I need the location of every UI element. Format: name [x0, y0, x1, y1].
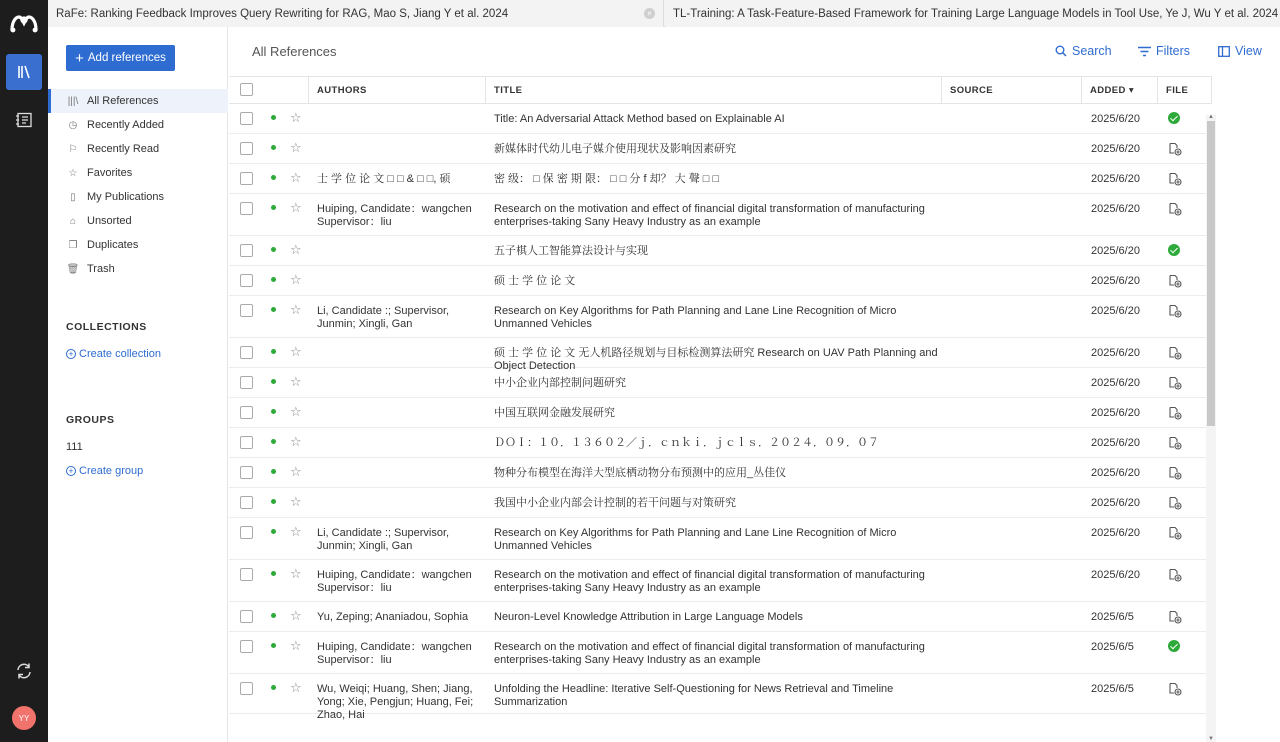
notebook-icon [15, 112, 33, 128]
row-checkbox[interactable] [240, 172, 253, 185]
table-row[interactable] [229, 104, 1212, 134]
page-title: All References [252, 44, 337, 59]
references-main [229, 27, 1280, 742]
cell-authors: Huiping, Candidate：wangchen Supervisor：liu [317, 569, 472, 594]
mendeley-logo-icon[interactable] [9, 12, 39, 34]
select-all-checkbox[interactable] [240, 83, 253, 96]
cell-title: Neuron-Level Knowledge Attribution in Large Language Models [494, 611, 803, 623]
unread-dot-icon [271, 409, 276, 414]
cell-added: 2025/6/20 [1091, 143, 1140, 155]
cell-authors: Yu, Zeping; Ananiadou, Sophia [317, 611, 469, 623]
sidebar-item-duplicates[interactable] [48, 233, 228, 257]
library-icon: |||\ [67, 95, 79, 107]
favorite-star-icon[interactable]: ☆ [290, 200, 302, 215]
favorite-star-icon[interactable]: ☆ [290, 242, 302, 257]
table-row[interactable] [229, 236, 1212, 266]
favorite-star-icon[interactable]: ☆ [290, 374, 302, 389]
tab-close-icon[interactable]: × [644, 8, 655, 19]
cell-title: Research on the motivation and effect of financial digital transformation of manufacturing enterprises-taking Sany Heavy Industry as an example [494, 641, 925, 666]
sidebar-item-favorites[interactable] [48, 161, 228, 185]
unread-dot-icon [271, 277, 276, 282]
unread-dot-icon [271, 529, 276, 534]
view-columns-icon [1218, 46, 1230, 57]
table-row[interactable] [229, 518, 1212, 560]
cell-added: 2025/6/20 [1091, 347, 1140, 359]
filters-button[interactable] [1138, 44, 1190, 58]
cell-title: 我国中小企业内部会计控制的若干问题与对策研究 [494, 497, 736, 509]
favorite-star-icon[interactable]: ☆ [290, 404, 302, 419]
sidebar-item-label: Trash [87, 263, 115, 275]
favorite-star-icon[interactable]: ☆ [290, 638, 302, 653]
row-checkbox[interactable] [240, 304, 253, 317]
header-title[interactable]: TITLE [486, 77, 942, 104]
add-file-icon[interactable] [1168, 346, 1182, 360]
create-collection-link[interactable] [66, 348, 161, 360]
row-checkbox[interactable] [240, 112, 253, 125]
unread-dot-icon [271, 643, 276, 648]
table-row[interactable] [229, 194, 1212, 236]
add-file-icon[interactable] [1168, 376, 1182, 390]
cell-added: 2025/6/5 [1091, 683, 1134, 695]
groups-heading: GROUPS [66, 414, 115, 426]
unread-dot-icon [271, 439, 276, 444]
sync-icon [15, 662, 33, 680]
unread-dot-icon [271, 115, 276, 120]
add-file-icon[interactable] [1168, 172, 1182, 186]
table-row[interactable] [229, 602, 1212, 632]
plus-circle-icon: + [66, 466, 76, 476]
user-avatar[interactable]: YY [12, 706, 36, 730]
create-group-link[interactable] [66, 465, 143, 477]
file-attached-check-icon[interactable] [1168, 640, 1180, 652]
header-source[interactable]: SOURCE [942, 77, 1082, 104]
cell-added: 2025/6/20 [1091, 377, 1140, 389]
notebook-nav-button[interactable] [12, 110, 36, 130]
cell-title: 五子棋人工智能算法设计与实现 [494, 245, 648, 257]
favorite-star-icon[interactable]: ☆ [290, 344, 302, 359]
sidebar-item-label: Unsorted [87, 215, 132, 227]
favorite-star-icon[interactable]: ☆ [290, 272, 302, 287]
sidebar-item-label: Favorites [87, 167, 133, 179]
add-file-icon[interactable] [1168, 568, 1182, 582]
bookmark-icon: ⚐ [68, 143, 78, 155]
add-file-icon[interactable] [1168, 304, 1182, 318]
document-tab-2[interactable] [665, 0, 1280, 27]
cell-title: 物种分布模型在海洋大型底栖动物分布预测中的应用_丛佳仪 [494, 467, 787, 479]
favorite-star-icon[interactable]: ☆ [290, 524, 302, 539]
search-button[interactable] [1055, 44, 1112, 58]
unread-dot-icon [271, 379, 276, 384]
cell-added: 2025/6/20 [1091, 497, 1140, 509]
view-label: View [1235, 44, 1262, 58]
favorite-star-icon[interactable]: ☆ [290, 608, 302, 623]
cell-authors: Wu, Weiqi; Huang, Shen; Jiang, Yong; Xie, Pengjun; Huang, Fei; Zhao, Hai [317, 683, 474, 721]
unread-dot-icon [271, 571, 276, 576]
cell-title: Research on the motivation and effect of financial digital transformation of manufacturing enterprises-taking Sany Heavy Industry as an example [494, 203, 925, 228]
cell-added: 2025/6/20 [1091, 305, 1140, 317]
cell-authors: Huiping, Candidate：wangchen Supervisor：liu [317, 641, 472, 666]
unread-dot-icon [271, 175, 276, 180]
table-row[interactable] [229, 296, 1212, 338]
row-checkbox[interactable] [240, 526, 253, 539]
library-sidebar [48, 27, 228, 742]
add-references-button[interactable] [66, 45, 175, 71]
add-references-label: Add references [87, 52, 166, 64]
sidebar-item-label: All References [87, 95, 159, 107]
row-checkbox[interactable] [240, 406, 253, 419]
table-body [229, 104, 1212, 721]
unread-dot-icon [271, 307, 276, 312]
scrollbar-thumb[interactable] [1207, 121, 1215, 426]
table-header [229, 76, 1212, 104]
row-checkbox[interactable] [240, 274, 253, 287]
favorite-star-icon[interactable]: ☆ [290, 302, 302, 317]
favorite-star-icon[interactable]: ☆ [290, 494, 302, 509]
unread-dot-icon [271, 685, 276, 690]
header-select-cell [229, 77, 309, 104]
favorite-star-icon[interactable]: ☆ [290, 680, 302, 695]
app-rail [0, 0, 48, 742]
unread-dot-icon [271, 499, 276, 504]
add-file-icon[interactable] [1168, 202, 1182, 216]
table-row[interactable] [229, 266, 1212, 296]
cell-title: 硕 士 学 位 论 文 无人机路径规划与目标检测算法研究 Research on UAV Path Planning and Object Detection [494, 347, 938, 372]
search-icon [1055, 45, 1067, 57]
file-attached-check-icon[interactable] [1168, 244, 1180, 256]
table-row[interactable] [229, 398, 1212, 428]
add-file-icon[interactable] [1168, 610, 1182, 624]
favorite-star-icon[interactable]: ☆ [290, 110, 302, 125]
cell-added: 2025/6/20 [1091, 245, 1140, 257]
header-authors[interactable]: AUTHORS [309, 77, 486, 104]
collections-heading: COLLECTIONS [66, 321, 147, 333]
table-row[interactable] [229, 560, 1212, 602]
add-file-icon[interactable] [1168, 406, 1182, 420]
document-tab-1[interactable] [48, 0, 664, 27]
sidebar-item-label: My Publications [87, 191, 165, 203]
cell-authors: Li, Candidate :; Supervisor, Junmin; Xingli, Gan [317, 305, 450, 330]
favorite-star-icon[interactable]: ☆ [290, 434, 302, 449]
cell-added: 2025/6/20 [1091, 173, 1140, 185]
sidebar-item-all-references[interactable] [48, 89, 228, 113]
add-file-icon[interactable] [1168, 436, 1182, 450]
filter-icon [1138, 46, 1151, 57]
filters-label: Filters [1156, 44, 1191, 58]
sidebar-item-trash[interactable] [48, 257, 228, 281]
table-row[interactable] [229, 164, 1212, 194]
row-checkbox[interactable] [240, 640, 253, 653]
unread-dot-icon [271, 349, 276, 354]
unread-dot-icon [271, 469, 276, 474]
cell-title: 中小企业内部控制问题研究 [494, 377, 626, 389]
unread-dot-icon [271, 145, 276, 150]
cell-added: 2025/6/20 [1091, 407, 1140, 419]
unread-dot-icon [271, 205, 276, 210]
row-checkbox[interactable] [240, 682, 253, 695]
cell-title: 新媒体时代幼儿电子媒介使用现状及影响因素研究 [494, 143, 736, 155]
library-nav-button[interactable] [6, 54, 42, 90]
cell-title: Research on the motivation and effect of financial digital transformation of manufacturing enterprises-taking Sany Heavy Industry as an example [494, 569, 925, 594]
add-file-icon[interactable] [1168, 526, 1182, 540]
inbox-icon: ⌂ [69, 215, 77, 227]
favorite-star-icon[interactable]: ☆ [290, 566, 302, 581]
search-label: Search [1072, 44, 1112, 58]
cell-added: 2025/6/20 [1091, 569, 1140, 581]
table-row[interactable] [229, 428, 1212, 458]
sidebar-item-my-publications[interactable] [48, 185, 228, 209]
sync-button[interactable] [13, 660, 35, 682]
row-checkbox[interactable] [240, 202, 253, 215]
document-icon: ▯ [70, 191, 76, 203]
sidebar-item-recently-read[interactable] [48, 137, 228, 161]
create-group-label: Create group [79, 465, 144, 477]
cell-added: 2025/6/20 [1091, 203, 1140, 215]
add-file-icon[interactable] [1168, 682, 1182, 696]
cell-added: 2025/6/20 [1091, 437, 1140, 449]
add-file-icon[interactable] [1168, 274, 1182, 288]
cell-added: 2025/6/20 [1091, 113, 1140, 125]
library-icon [16, 64, 32, 80]
scroll-up-icon[interactable]: ▲ [1208, 114, 1214, 120]
unread-dot-icon [271, 247, 276, 252]
header-file[interactable]: FILE [1158, 77, 1212, 104]
header-added[interactable]: ADDED ▾ [1082, 77, 1158, 104]
cell-title: 硕 士 学 位 论 文 [494, 275, 576, 287]
scroll-down-icon[interactable]: ▼ [1208, 736, 1214, 742]
sidebar-item-unsorted[interactable] [48, 209, 228, 233]
row-checkbox[interactable] [240, 568, 253, 581]
row-checkbox[interactable] [240, 496, 253, 509]
unread-dot-icon [271, 613, 276, 618]
document-tab-bar [48, 0, 1280, 27]
view-button[interactable] [1218, 44, 1262, 58]
cell-added: 2025/6/5 [1091, 611, 1134, 623]
create-collection-label: Create collection [79, 348, 161, 360]
cell-authors: Huiping, Candidate：wangchen Supervisor：liu [317, 203, 472, 228]
add-file-icon[interactable] [1168, 466, 1182, 480]
favorite-star-icon[interactable]: ☆ [290, 464, 302, 479]
sidebar-item-label: Recently Read [87, 143, 160, 155]
favorite-star-icon[interactable]: ☆ [290, 170, 302, 185]
trash-icon: 🗑︎ [66, 263, 80, 275]
cell-title: 密 级： □ 保 密 期 限： □ □ 分 f 却？ 大 聲 □ □ [494, 173, 720, 185]
tab-title: RaFe: Ranking Feedback Improves Query Rewriting for RAG, Mao S, Jiang Y et al. 2024 [56, 7, 509, 20]
sidebar-nav [48, 89, 228, 281]
cell-added: 2025/6/20 [1091, 467, 1140, 479]
row-checkbox[interactable] [240, 244, 253, 257]
plus-circle-icon: + [66, 349, 76, 359]
cell-title: Research on Key Algorithms for Path Planning and Lane Line Recognition of Micro Unmanned Vehicles [494, 305, 897, 330]
duplicate-icon: ❐ [68, 239, 78, 251]
tab-title: TL-Training: A Task-Feature-Based Framework for Training Large Language Models in Tool Use, Ye J, Wu Y et al. 2024 [673, 7, 1279, 20]
table-row[interactable] [229, 134, 1212, 164]
cell-title: 中国互联网金融发展研究 [494, 407, 615, 419]
cell-authors: 士 学 位 论 文 □ □ & □ □, 硕 [317, 173, 451, 185]
row-checkbox[interactable] [240, 346, 253, 359]
clock-icon: ◷ [68, 119, 78, 131]
row-checkbox[interactable] [240, 610, 253, 623]
row-checkbox[interactable] [240, 466, 253, 479]
table-row[interactable] [229, 458, 1212, 488]
table-row[interactable] [229, 674, 1212, 721]
table-row[interactable] [229, 632, 1212, 674]
cell-added: 2025/6/5 [1091, 641, 1134, 653]
sidebar-item-label: Recently Added [87, 119, 165, 131]
plus-icon: + [75, 49, 84, 67]
references-table [229, 76, 1212, 721]
table-scrollbar[interactable] [1206, 115, 1216, 742]
row-checkbox[interactable] [240, 142, 253, 155]
group-item[interactable]: 111 [66, 441, 83, 453]
row-checkbox[interactable] [240, 376, 253, 389]
sidebar-item-label: Duplicates [87, 239, 139, 251]
add-file-icon[interactable] [1168, 142, 1182, 156]
cell-added: 2025/6/20 [1091, 527, 1140, 539]
table-row[interactable] [229, 338, 1212, 372]
cell-authors: Li, Candidate :; Supervisor, Junmin; Xingli, Gan [317, 527, 450, 552]
file-attached-check-icon[interactable] [1168, 112, 1180, 124]
table-row[interactable] [229, 368, 1212, 398]
cell-title: ＤＯＩ：１０．１３６０２／ｊ．ｃｎｋｉ．ｊｃｌｓ．２０２４．０９．０７ [494, 437, 879, 449]
star-icon: ☆ [68, 167, 78, 179]
row-checkbox[interactable] [240, 436, 253, 449]
add-file-icon[interactable] [1168, 496, 1182, 510]
favorite-star-icon[interactable]: ☆ [290, 140, 302, 155]
cell-title: Unfolding the Headline: Iterative Self-Questioning for News Retrieval and Timeline Summarization [494, 683, 894, 708]
cell-title: Title: An Adversarial Attack Method based on Explainable AI [494, 113, 785, 125]
cell-added: 2025/6/20 [1091, 275, 1140, 287]
cell-title: Research on Key Algorithms for Path Planning and Lane Line Recognition of Micro Unmanned Vehicles [494, 527, 897, 552]
sidebar-item-recently-added[interactable] [48, 113, 228, 137]
table-row[interactable] [229, 488, 1212, 518]
